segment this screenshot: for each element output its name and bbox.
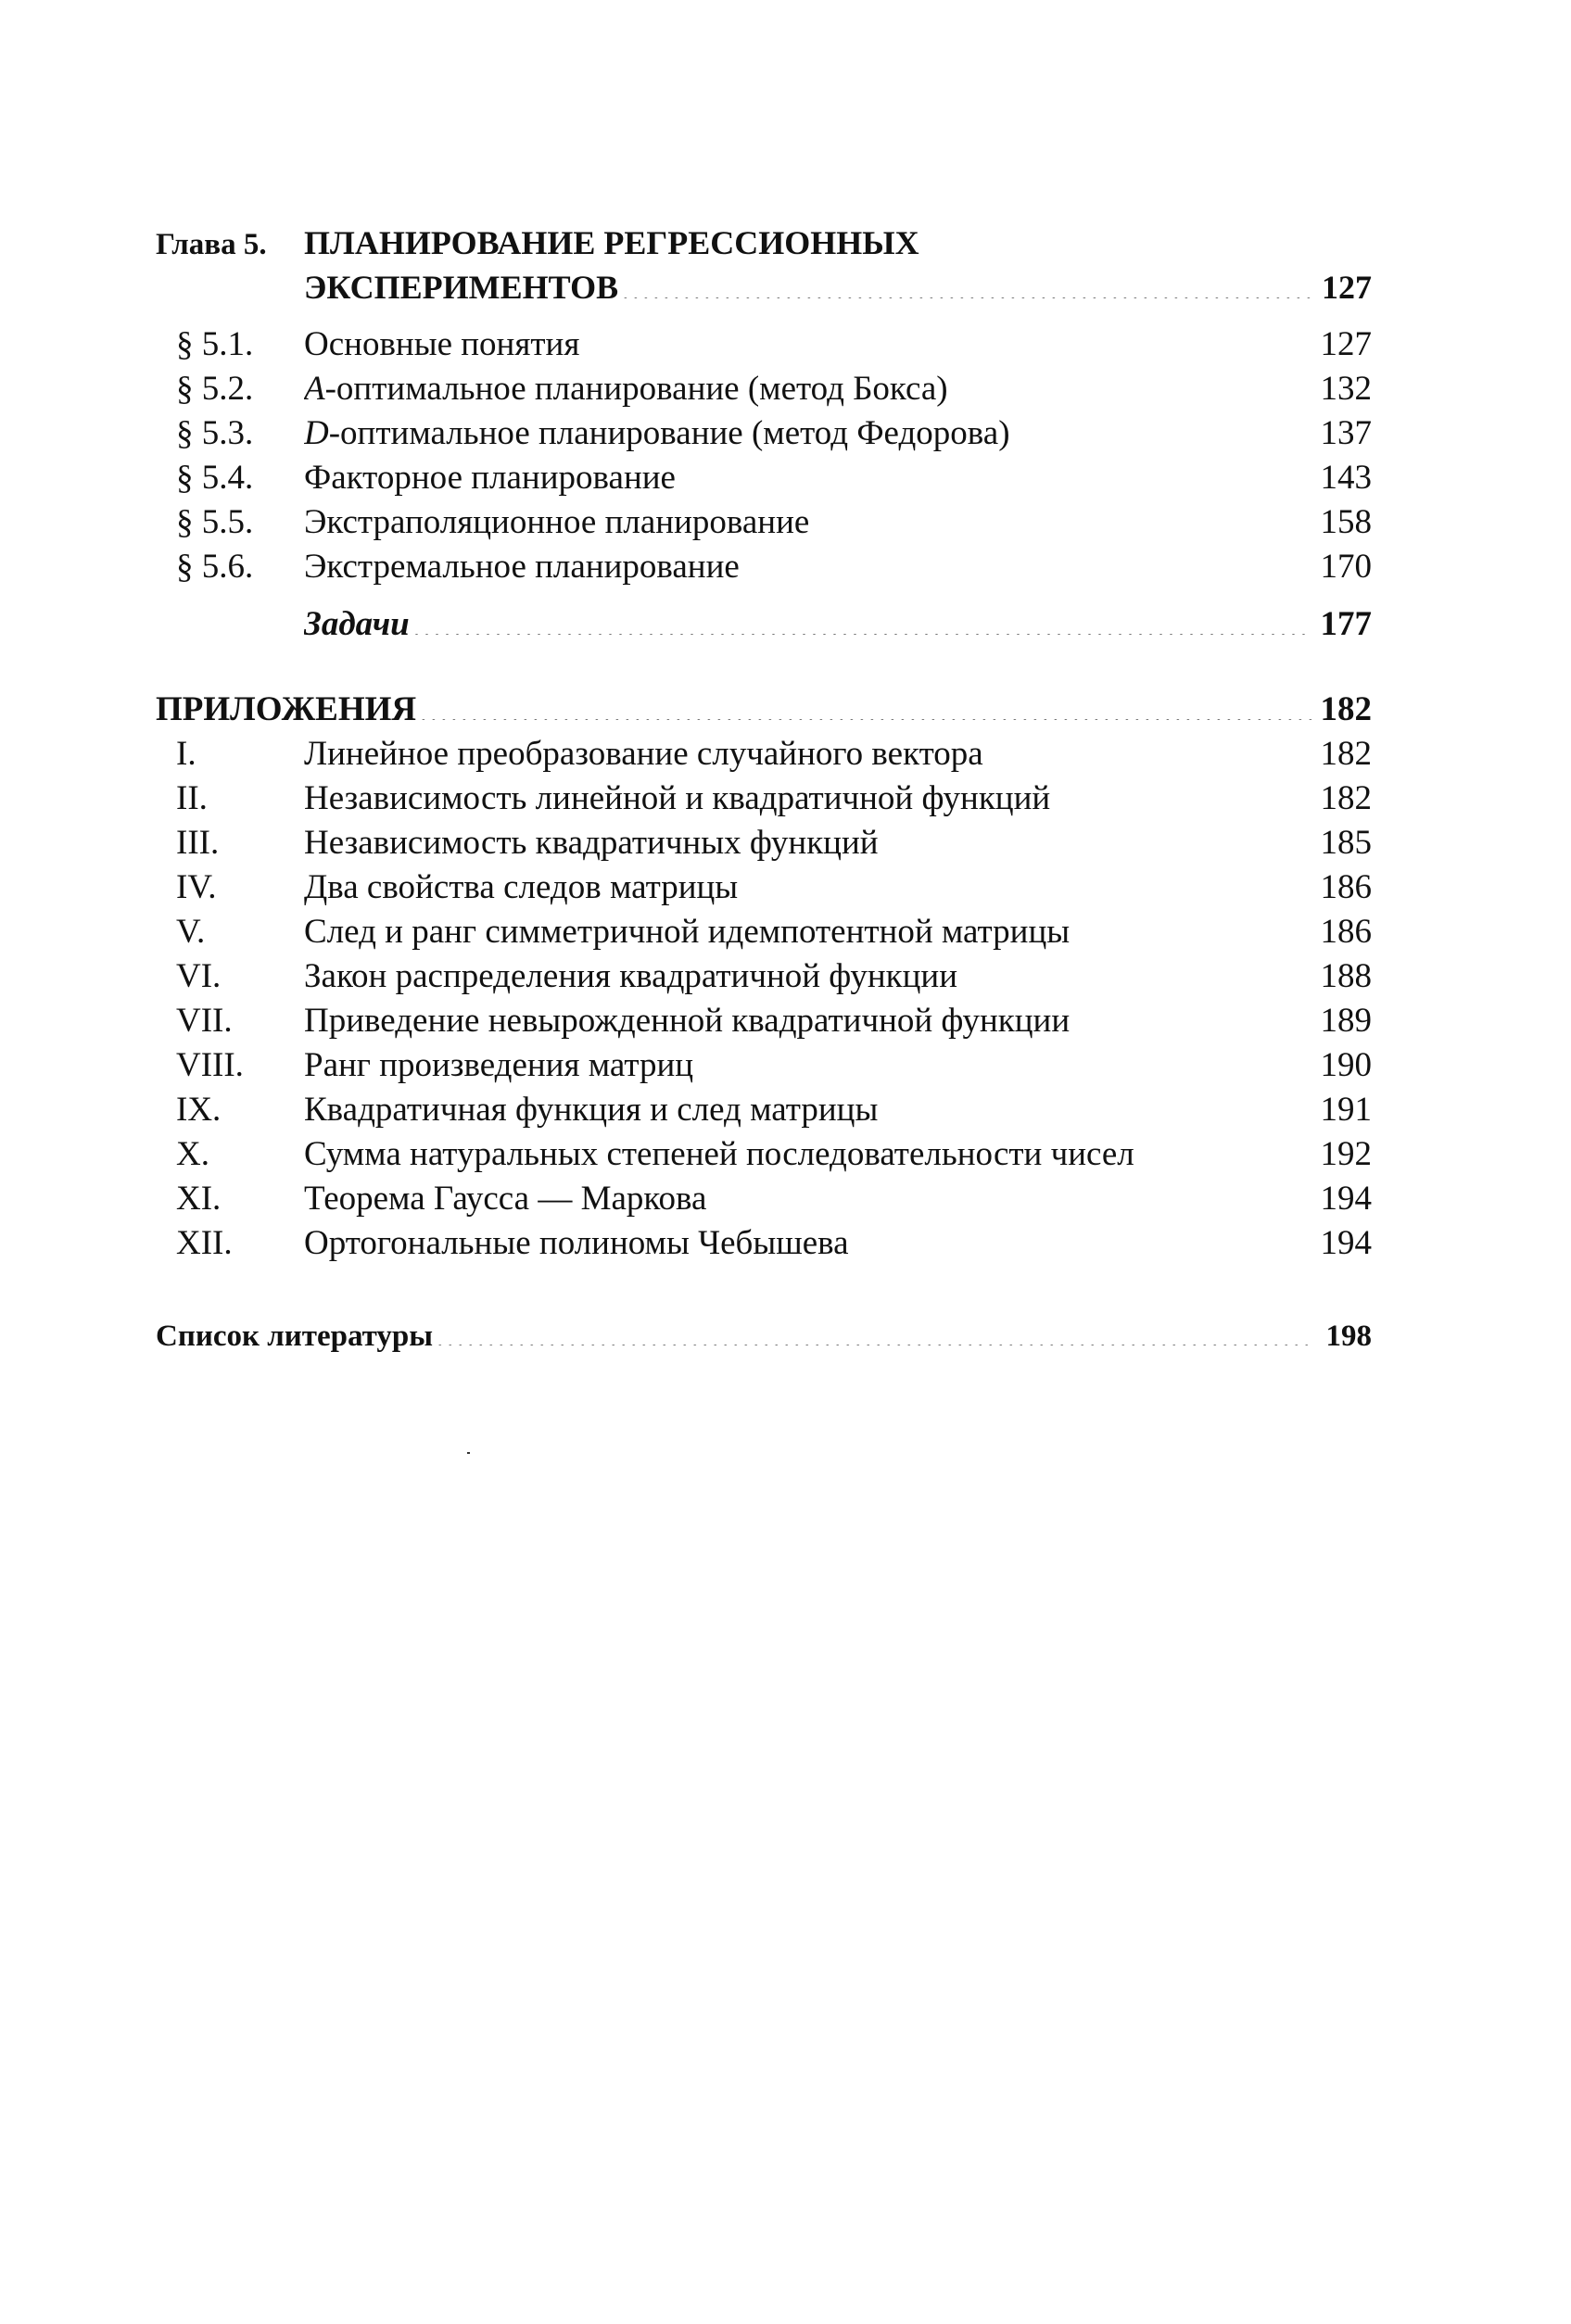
page-number: 127	[1320, 325, 1372, 363]
page-number: 192	[1320, 1135, 1372, 1173]
appendix-title: Ранг произведения матриц	[304, 1046, 694, 1084]
appendix-title: Приведение невырожденной квадратичной функции	[304, 1002, 1071, 1040]
dot-leader	[853, 1244, 1312, 1254]
page-number: 186	[1320, 868, 1372, 906]
toc-entry-section-5-1[interactable]	[156, 322, 1372, 367]
appendix-number: II.	[176, 779, 208, 817]
dot-leader	[679, 479, 1312, 488]
toc-entry-appendix-4[interactable]	[156, 865, 1372, 910]
toc-entry-appendix-1[interactable]	[156, 732, 1372, 777]
toc-entry-appendix-5[interactable]	[156, 910, 1372, 954]
dot-leader	[743, 568, 1312, 577]
page-number: 198	[1325, 1320, 1372, 1353]
toc-entry-section-5-5[interactable]	[156, 500, 1372, 545]
section-title: Экстремальное планирование	[304, 548, 740, 586]
page-number: 194	[1320, 1224, 1372, 1262]
section-number: § 5.3.	[176, 414, 254, 452]
page-number: 137	[1320, 414, 1372, 452]
appendix-title: Закон распределения квадратичной функции	[304, 957, 958, 995]
page-number: 182	[1320, 690, 1372, 728]
page-number: 177	[1320, 605, 1372, 643]
appendix-number: VIII.	[176, 1046, 244, 1084]
chapter-label: Глава 5.	[156, 228, 267, 261]
section-number: § 5.1.	[176, 325, 254, 363]
toc-entry-bibliography[interactable]	[156, 1314, 1372, 1358]
section-title: Экстраполяционное планирование	[304, 503, 810, 541]
appendix-number: VI.	[176, 957, 222, 995]
toc-entry-appendix-9[interactable]	[156, 1088, 1372, 1132]
problems-title: Задачи	[304, 605, 410, 643]
appendix-number: V.	[176, 913, 206, 951]
appendix-title: Два свойства следов матрицы	[304, 868, 739, 906]
toc-entry-problems[interactable]	[156, 602, 1372, 647]
dot-leader	[622, 289, 1312, 298]
section-title: Основные понятия	[304, 325, 580, 363]
dot-leader	[1014, 435, 1312, 444]
dot-leader	[952, 390, 1312, 399]
bibliography-title: Список литературы	[156, 1320, 434, 1353]
dot-leader	[987, 755, 1312, 764]
dot-leader	[583, 346, 1312, 355]
appendix-number: VII.	[176, 1002, 233, 1040]
appendix-title: Линейное преобразование случайного вектора	[304, 735, 983, 773]
dot-leader	[961, 978, 1312, 987]
appendix-title: Ортогональные полиномы Чебышева	[304, 1224, 849, 1262]
dot-leader	[741, 889, 1312, 898]
page-number: 158	[1320, 503, 1372, 541]
appendix-number: III.	[176, 824, 220, 862]
dot-leader	[813, 524, 1312, 533]
page-number: 189	[1320, 1002, 1372, 1040]
toc-entry-appendix-7[interactable]	[156, 999, 1372, 1043]
page-number: 185	[1320, 824, 1372, 862]
toc-entry-section-5-6[interactable]	[156, 545, 1372, 589]
toc-entry-section-5-4[interactable]	[156, 456, 1372, 500]
page-number: 143	[1320, 459, 1372, 497]
toc-entry-appendix-10[interactable]	[156, 1132, 1372, 1177]
page-number: 132	[1320, 370, 1372, 408]
appendix-number: XII.	[176, 1224, 233, 1262]
toc-entry-appendix-2[interactable]	[156, 777, 1372, 821]
toc-entry-appendix-12[interactable]	[156, 1221, 1372, 1266]
page-number: 186	[1320, 913, 1372, 951]
section-number: § 5.4.	[176, 459, 254, 497]
section-title: A-оптимальное планирование (метод Бокса)	[304, 370, 948, 408]
toc-entry-chapter-5[interactable]	[156, 265, 1372, 309]
page-number: 170	[1320, 548, 1372, 586]
appendix-number: I.	[176, 735, 196, 773]
page-number: 127	[1322, 269, 1372, 306]
appendix-number: IX.	[176, 1091, 222, 1129]
page-number: 182	[1320, 735, 1372, 773]
dot-leader	[1054, 800, 1312, 809]
toc-entry-appendix-11[interactable]	[156, 1177, 1372, 1221]
appendix-number: X.	[176, 1135, 209, 1173]
toc-entry-section-5-2[interactable]	[156, 367, 1372, 411]
section-title: Факторное планирование	[304, 459, 676, 497]
dot-leader	[697, 1067, 1312, 1076]
dot-leader	[882, 844, 1312, 853]
toc-entry-appendices[interactable]	[156, 688, 1372, 732]
page-number: 182	[1320, 779, 1372, 817]
section-number: § 5.2.	[176, 370, 254, 408]
dot-leader	[420, 711, 1312, 720]
appendix-number: IV.	[176, 868, 217, 906]
dot-leader	[1138, 1156, 1312, 1165]
page-number: 191	[1320, 1091, 1372, 1129]
appendix-number: XI.	[176, 1180, 222, 1218]
table-of-contents	[156, 222, 1372, 1358]
dot-leader	[881, 1111, 1312, 1120]
appendix-title: След и ранг симметричной идемпотентной матрицы	[304, 913, 1071, 951]
dot-leader	[437, 1336, 1312, 1345]
appendix-title: Сумма натуральных степеней последовательности чисел	[304, 1135, 1134, 1173]
section-title: D-оптимальное планирование (метод Федорова)	[304, 414, 1010, 452]
dot-leader	[710, 1200, 1312, 1209]
appendices-title: ПРИЛОЖЕНИЯ	[156, 690, 417, 728]
chapter-heading	[156, 222, 1372, 265]
appendix-title: Независимость линейной и квадратичной функций	[304, 779, 1051, 817]
toc-entry-appendix-6[interactable]	[156, 954, 1372, 999]
appendix-title: Теорема Гаусса — Маркова	[304, 1180, 707, 1218]
page-number: 188	[1320, 957, 1372, 995]
toc-entry-section-5-3[interactable]	[156, 411, 1372, 456]
appendix-title: Квадратичная функция и след матрицы	[304, 1091, 879, 1129]
dot-leader	[1073, 1022, 1312, 1031]
section-number: § 5.5.	[176, 503, 254, 541]
page-number: 190	[1320, 1046, 1372, 1084]
chapter-title-line1: ПЛАНИРОВАНИЕ РЕГРЕССИОННЫХ	[304, 224, 919, 261]
dot-leader	[1073, 933, 1312, 942]
page-number: 194	[1320, 1180, 1372, 1218]
appendix-title: Независимость квадратичных функций	[304, 824, 879, 862]
toc-entry-appendix-8[interactable]	[156, 1043, 1372, 1088]
section-number: § 5.6.	[176, 548, 254, 586]
dot-leader	[413, 625, 1312, 635]
toc-entry-appendix-3[interactable]	[156, 821, 1372, 865]
scan-speck	[467, 1452, 470, 1454]
chapter-title-line2: ЭКСПЕРИМЕНТОВ	[304, 269, 619, 306]
